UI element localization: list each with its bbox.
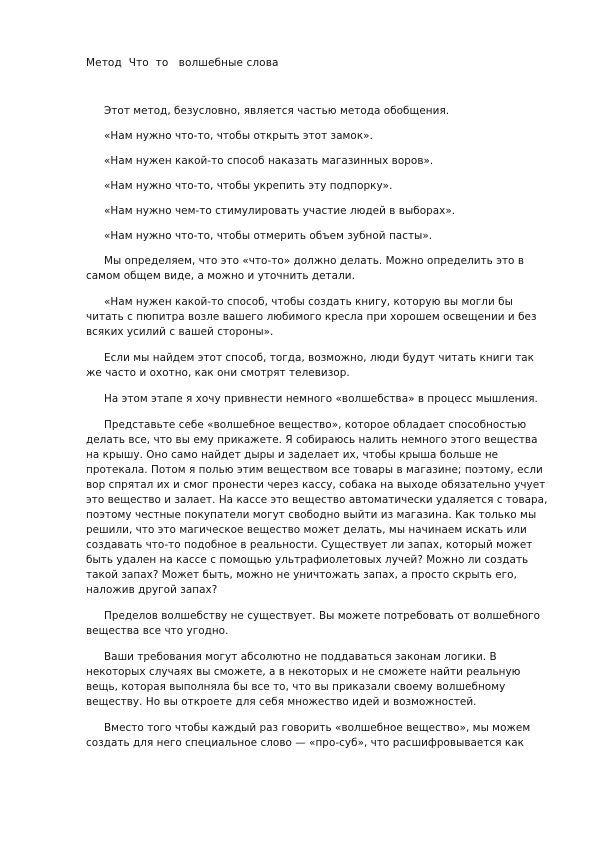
paragraph: Представьте себе «волшебное вещество», которое обладает способностью делать все, что вы ему прикажете. Я собираюсь налить немного этого вещества на крышу. Оно само найдет дыры и заделает их, чтобы крыша больше не протекала. Потом я полью этим веществом все товары в магазине; поэтому, если вор спрятал их и смог пронести через кассу, собака на выходе обязательно учует это вещество и залает. На кассе это вещество автоматически удаляется с товара, поэтому честные покупатели могут свободно выйти из магазина. Как только мы решили, что это магическое вещество может делать, мы начинаем искать или создавать что-то подобное в реальности. Существует ли запах, который может быть удален на кассе с помощью ультрафиолетовых лучей? Можно ли создать такой запах? Может быть, можно не уничтожать запах, а просто скрыть его, наложив другой запах? <box>86 419 548 596</box>
paragraph: «Нам нужен какой-то способ наказать магазинных воров». <box>104 155 434 167</box>
paragraph: «Нам нужно чем-то стимулировать участие людей в выборах». <box>104 205 456 217</box>
paragraph: На этом этапе я хочу привнести немного «волшебства» в процесс мышления. <box>104 393 538 405</box>
document-body <box>86 104 552 762</box>
paragraph: «Нам нужно что-то, чтобы отмерить объем зубной пасты». <box>104 230 433 242</box>
paragraph: Ваши требования могут абсолютно не поддаваться законам логики. В некоторых случаях вы сможете, а в некоторых и не сможете найти реальную вещь, которая выполняла бы все то, что вы приказали своему волшебному веществу. Но вы откроете для себя множество идей и возможностей. <box>86 651 521 708</box>
paragraph: Вместо того чтобы каждый раз говорить «волшебное вещество», мы можем создать для него специальное слово — «про-суб», что расшифровывается как <box>86 722 531 749</box>
paragraph: «Нам нужно что-то, чтобы открыть этот замок». <box>104 130 373 142</box>
paragraph: «Нам нужен какой-то способ, чтобы создать книгу, которую вы могли бы читать с пюпитра возле вашего любимого кресла при хорошем освещении и без всяких усилий с вашей стороны». <box>86 296 537 338</box>
paragraph: Если мы найдем этот способ, тогда, возможно, люди будут читать книги так же часто и охотно, как они смотрят телевизор. <box>86 352 535 379</box>
paragraph: Этот метод, безусловно, является частью метода обобщения. <box>104 105 450 117</box>
paragraph: Мы определяем, что это «что-то» должно делать. Можно определить это в самом общем виде, а можно и уточнить детали. <box>86 255 524 282</box>
paragraph: «Нам нужно что-то, чтобы укрепить эту подпорку». <box>104 180 393 192</box>
document-title: Метод Что то волшебные слова <box>86 57 279 69</box>
paragraph: Пределов волшебству не существует. Вы можете потребовать от волшебного вещества все что угодно. <box>86 610 541 637</box>
